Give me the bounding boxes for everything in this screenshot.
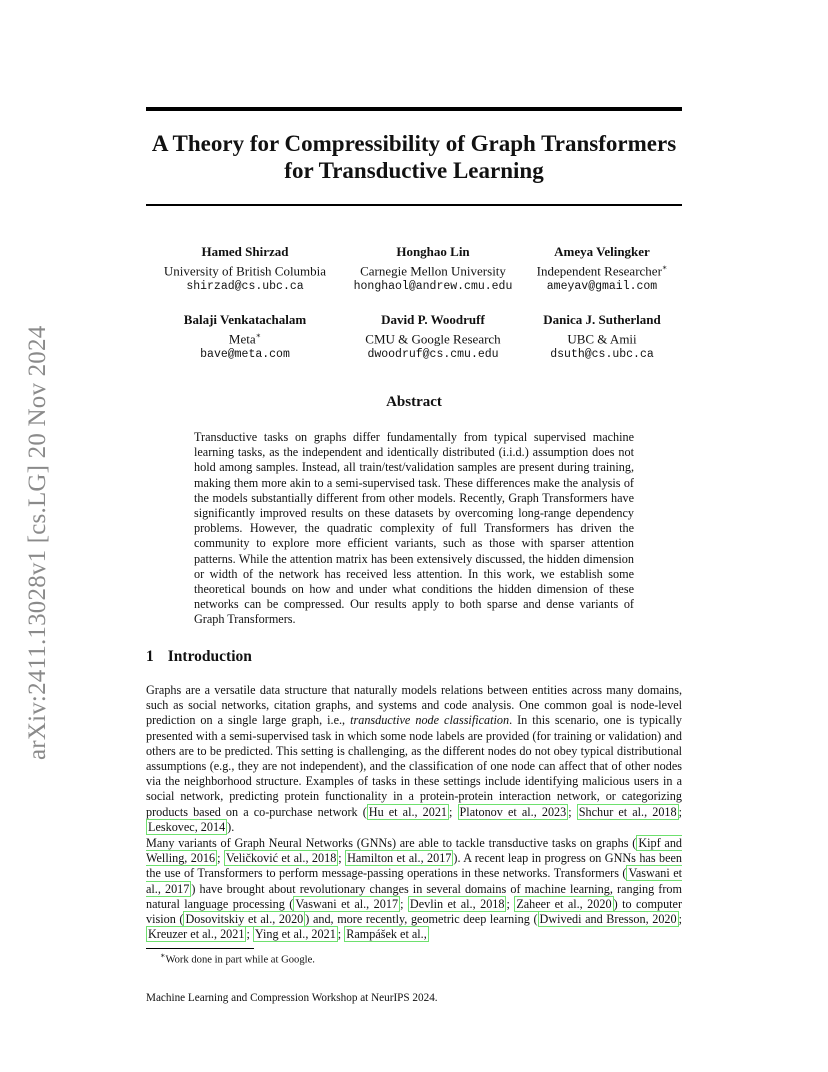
author-affiliation: Carnegie Mellon University: [360, 263, 506, 279]
author-name: Honghao Lin: [396, 244, 470, 259]
abstract-heading: Abstract: [386, 394, 442, 410]
section-heading: [146, 648, 252, 666]
citation-link[interactable]: Devlin et al., 2018: [409, 896, 505, 911]
author-email[interactable]: bave@meta.com: [200, 348, 290, 362]
author-block: [502, 244, 702, 295]
citation-link[interactable]: Dwivedi and Bresson, 2020: [539, 912, 677, 927]
title-top-rule: [146, 107, 682, 111]
author-block: [502, 312, 702, 363]
title-line-1: A Theory for Compressibility of Graph Transformers: [151, 131, 677, 156]
title-bottom-rule: [146, 204, 682, 206]
emphasis: transductive node classification: [350, 713, 510, 728]
paragraph: Graphs are a versatile data structure that naturally models relations between entities across many domains, such as social networks, citation graphs, and systems and code analysis. One common goal is node-level prediction on a single large graph, i.e., transductive node classification. In this scenario, one is typically presented with a semi-supervised task in which some node labels are provided (for training or validation) and others are to be predicted. This setting is challenging, as the different nodes do not obey typical distributional assumptions (e.g., they are not independent), and the classification of one node can affect that of other nodes via the neighborhood structure. Examples of tasks in these settings include identifying malicious users in a social network, predicting protein functionality in a protein-protein interaction network, or categorizing products based on a co-purchase network ( Hu et al., 2021 ; Platonov et al., 2023 ; Shchur et al., 2018 ; Leskovec, 2014 ).: [146, 683, 683, 834]
author-name: Ameya Velingker: [554, 244, 650, 259]
paper-title: [146, 130, 682, 184]
citation-link[interactable]: Platonov et al., 2023: [459, 804, 567, 819]
title-line-2: for Transductive Learning: [284, 158, 544, 183]
section-title: Introduction: [167, 648, 252, 665]
paragraph: Many variants of Graph Neural Networks (GNNs) are able to tackle transductive tasks on graphs ( Kipf and Welling, 2016 ; Veličković et al., 2018 ; Hamilton et al., 2017 ). A recent leap in progress on GNNs has been the use of Transformers to perform message-passing operations in these networks. Transformers ( Vaswani et al., 2017 ) have brought about revolutionary changes in several domains of machine learning, ranging from natural language processing ( Vaswani et al., 2017 ; Devlin et al., 2018 ; Zaheer et al., 2020 ) to computer vision ( Dosovitskiy et al., 2020 ) and, more recently, geometric deep learning ( Dwivedi and Bresson, 2020 ; Kreuzer et al., 2021 ; Ying et al., 2021 ; Rampášek et al.,: [146, 836, 683, 942]
arxiv-identifier: arXiv:2411.13028v1 [cs.LG] 20 Nov 2024: [24, 325, 51, 760]
citation-link[interactable]: Dosovitskiy et al., 2020: [185, 912, 304, 927]
author-affiliation: Meta∗: [228, 331, 262, 347]
author-affiliation: CMU & Google Research: [365, 331, 501, 347]
citation-link[interactable]: Zaheer et al., 2020: [516, 896, 612, 911]
citation-link[interactable]: Shchur et al., 2018: [578, 804, 677, 819]
author-email[interactable]: ameyav@gmail.com: [546, 280, 658, 294]
author-affiliation: University of British Columbia: [163, 263, 327, 279]
citation-link[interactable]: Vaswani et al., 2017: [295, 896, 399, 911]
author-email[interactable]: honghaol@andrew.cmu.edu: [353, 280, 513, 294]
author-email[interactable]: dsuth@cs.ubc.ca: [550, 348, 654, 362]
citation-link[interactable]: Rampášek et al.,: [346, 927, 427, 942]
author-affiliation: UBC & Amii: [567, 331, 637, 347]
abstract-body: Transductive tasks on graphs differ fundamentally from typical supervised machine learning tasks, as the independent and identically distributed (i.i.d.) assumption does not hold among samples. Instead, all train/test/validation samples are present during training, making them more akin to a semi-supervised task. These differences make the analysis of the models substantially different from other models. Recently, Graph Transformers have significantly improved results on these datasets by overcoming long-range dependency problems. However, the quadratic complexity of full Transformers has driven the community to explore more efficient variants, such as those with sparser attention patterns. While the attention matrix has been extensively discussed, the hidden dimension or width of the network has received less attention. In this work, we establish some theoretical bounds on how and under what conditions the hidden dimension of these networks can be compressed. Our results apply to both sparse and dense variants of Graph Transformers.: [194, 430, 634, 627]
footnote-text: Work done in part while at Google.: [165, 954, 315, 966]
citation-link[interactable]: Leskovec, 2014: [148, 819, 226, 834]
citation-link[interactable]: Ying et al., 2021: [254, 927, 336, 942]
citation-link[interactable]: Kreuzer et al., 2021: [148, 927, 245, 942]
footnote-rule: [146, 948, 254, 949]
citation-link[interactable]: Kipf and Welling, 2016: [146, 836, 683, 866]
citation-link[interactable]: Vaswani et al., 2017: [146, 866, 682, 896]
footnote: [160, 951, 315, 966]
author-name: David P. Woodruff: [381, 312, 485, 327]
author-name: Hamed Shirzad: [201, 244, 289, 259]
author-email[interactable]: shirzad@cs.ubc.ca: [186, 280, 304, 294]
citation-link[interactable]: Hu et al., 2021: [368, 804, 448, 819]
section-number: 1: [146, 648, 154, 665]
author-email[interactable]: dwoodruf@cs.cmu.edu: [367, 348, 499, 362]
page-footer: Machine Learning and Compression Workshop at NeurIPS 2024.: [146, 992, 438, 1004]
citation-link[interactable]: Veličković et al., 2018: [225, 851, 337, 866]
author-name: Danica J. Sutherland: [543, 312, 661, 327]
author-name: Balaji Venkatachalam: [183, 312, 307, 327]
footnote-mark: ∗: [160, 951, 166, 960]
author-block: [145, 312, 345, 363]
author-block: [145, 244, 345, 295]
citation-link[interactable]: Hamilton et al., 2017: [347, 851, 452, 866]
author-affiliation: Independent Researcher∗: [536, 263, 668, 279]
